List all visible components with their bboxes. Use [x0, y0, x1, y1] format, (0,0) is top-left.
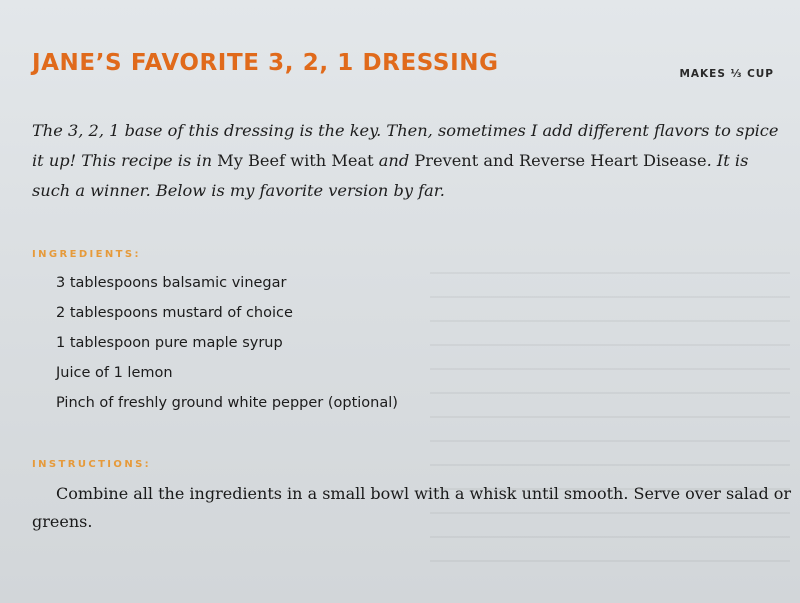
instructions-heading: INSTRUCTIONS: — [32, 459, 152, 470]
ingredient-item: Pinch of freshly ground white pepper (optional) — [56, 395, 398, 411]
recipe-title: JANE’S FAVORITE 3, 2, 1 DRESSING — [32, 50, 499, 76]
recipe-yield: MAKES ⅓ CUP — [679, 68, 774, 80]
ingredients-list — [56, 268, 398, 418]
instructions-text: Combine all the ingredients in a small bowl with a whisk until smooth. Serve over salad or greens. — [32, 484, 792, 531]
intro-text-2: and — [373, 151, 415, 170]
recipe-intro — [32, 116, 784, 206]
ingredient-item: 2 tablespoons mustard of choice — [56, 305, 293, 321]
book-title-prevent-and-reverse: Prevent and Reverse Heart Disease — [414, 151, 707, 170]
book-title-my-beef-with-meat: My Beef with Meat — [217, 151, 374, 170]
ingredients-heading: INGREDIENTS: — [32, 249, 141, 260]
ingredient-item: 1 tablespoon pure maple syrup — [56, 335, 283, 351]
ingredient-item: 3 tablespoons balsamic vinegar — [56, 275, 287, 291]
intro-text-1: The 3, 2, 1 base of this dressing is the key. Then, sometimes I add different flavors to spice it up! This recipe is in — [32, 121, 779, 170]
ingredient-item: Juice of 1 lemon — [56, 365, 173, 381]
intro-text-3: . It is such a winner. Below is my favorite version by far. — [32, 151, 749, 200]
